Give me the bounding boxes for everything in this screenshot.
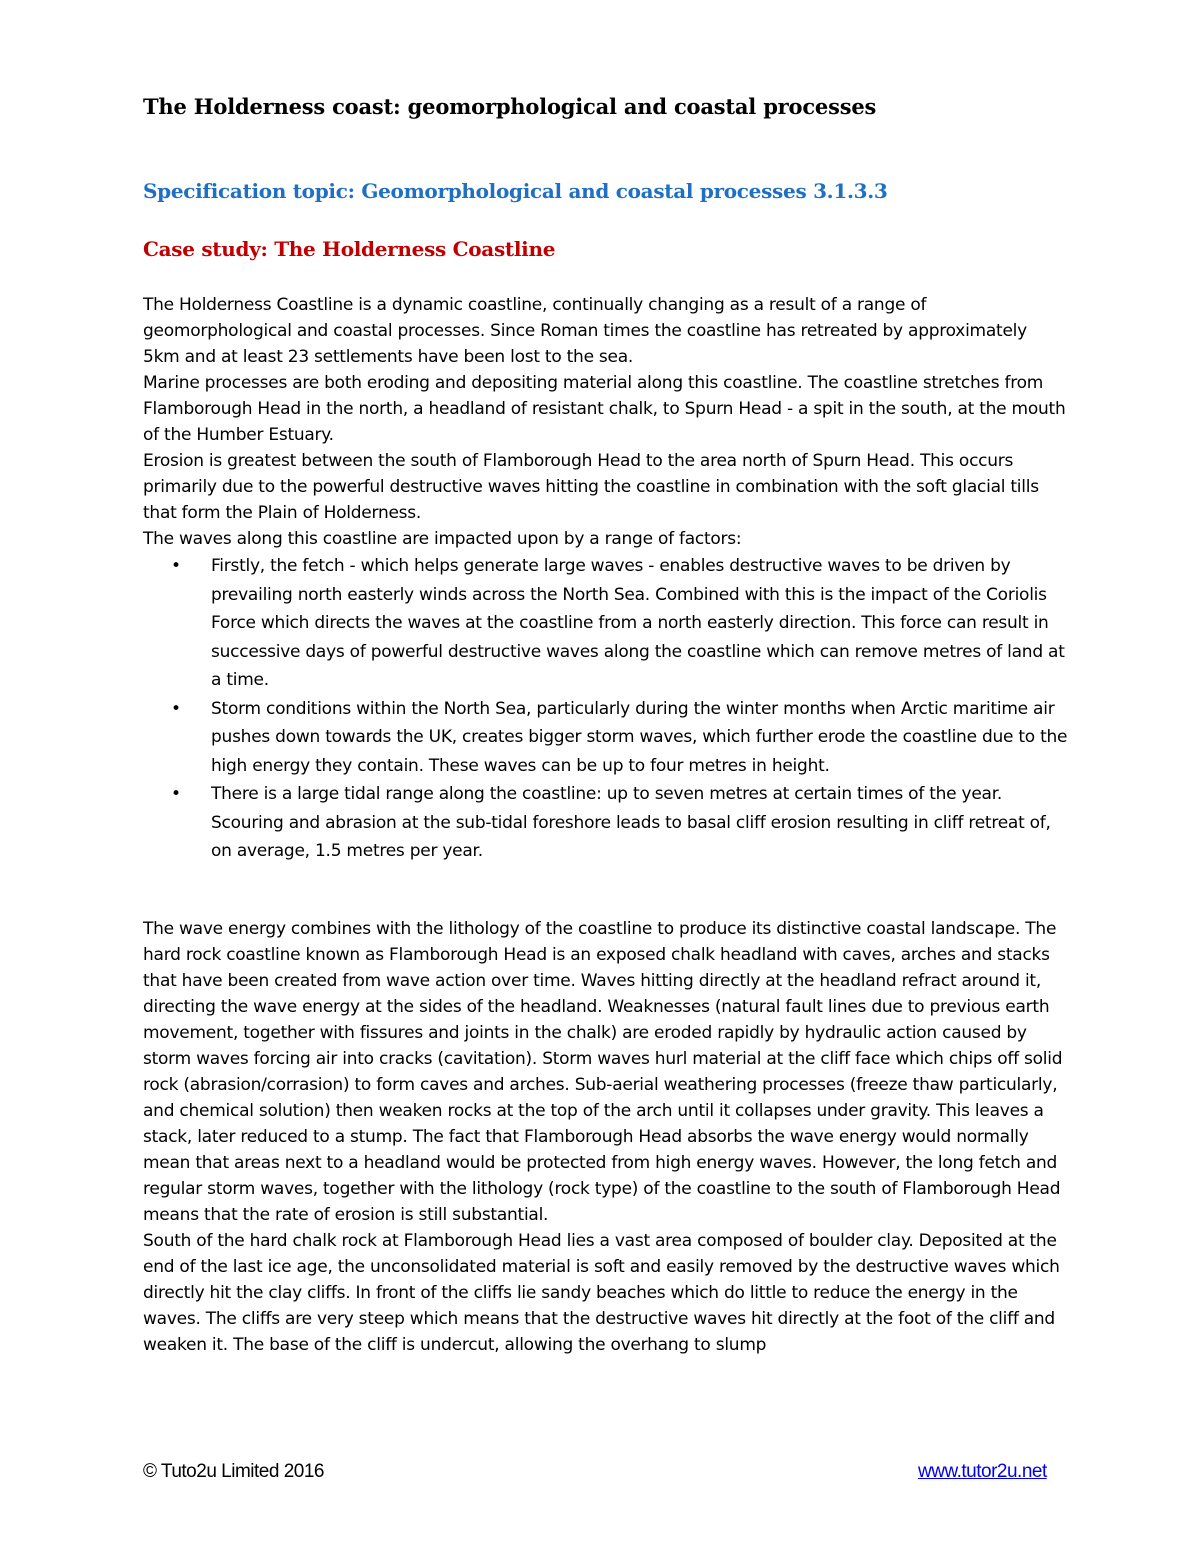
paragraph-intro: The Holderness Coastline is a dynamic coastline, continually changing as a result of a range of geomorphological and coastal processes. Since Roman times the coastline has retreated by approximately 5km and at least 23 settlements have been lost to the sea. bbox=[143, 295, 1027, 367]
bullet-icon: • bbox=[171, 698, 181, 719]
list-item bbox=[143, 780, 1068, 866]
paragraph-erosion: Erosion is greatest between the south of Flamborough Head to the area north of Spurn Head. This occurs primarily due to the powerful destructive waves hitting the coastline in combination with the soft glacial tills that form the Plain of Holderness. bbox=[143, 451, 1039, 523]
list-item-text: Storm conditions within the North Sea, particularly during the winter months when Arctic maritime air pushes down towards the UK, creates bigger storm waves, which further erode the coastline due to the high energy they contain. These waves can be up to four metres in height. bbox=[211, 698, 1068, 776]
list-item bbox=[143, 552, 1068, 695]
case-study-heading: Case study: The Holderness Coastline bbox=[143, 237, 556, 261]
list-item bbox=[143, 695, 1068, 781]
list-item-text: Firstly, the fetch - which helps generate large waves - enables destructive waves to be driven by prevailing north easterly winds across the North Sea. Combined with this is the impact of the Coriolis Force which directs the waves at the coastline from a north easterly direction. This force can result in successive days of powerful destructive waves along the coastline which can remove metres of land at a time. bbox=[211, 556, 1065, 690]
bullet-icon: • bbox=[171, 784, 181, 804]
page-title: The Holderness coast: geomorphological and coastal processes bbox=[143, 94, 877, 119]
paragraph-marine-processes: Marine processes are both eroding and depositing material along this coastline. The coastline stretches from Flamborough Head in the north, a headland of resistant chalk, to Spurn Head - a spit in the south, at the mouth of the Humber Estuary. bbox=[143, 373, 1066, 445]
spacer bbox=[143, 866, 1068, 916]
footer-website-link[interactable]: www.tutor2u.net bbox=[918, 1461, 1047, 1482]
factors-list bbox=[143, 552, 1068, 866]
specification-heading: Specification topic: Geomorphological and coastal processes 3.1.3.3 bbox=[143, 179, 888, 203]
bullet-icon: • bbox=[171, 556, 181, 576]
paragraph-wave-energy: The wave energy combines with the lithology of the coastline to produce its distinctive coastal landscape. The hard rock coastline known as Flamborough Head is an exposed chalk headland with caves, arches and stacks that have been created from wave action over time. Waves hitting directly at the headland refract around it, directing the wave energy at the sides of the headland. Weaknesses (natural fault lines due to previous earth movement, together with fissures and joints in the chalk) are eroded rapidly by hydraulic action caused by storm waves forcing air into cracks (cavitation). Storm waves hurl material at the cliff face which chips off solid rock (abrasion/corrasion) to form caves and arches. Sub-aerial weathering processes (freeze thaw particularly, and chemical solution) then weaken rocks at the top of the arch until it collapses under gravity. This leaves a stack, later reduced to a stump. The fact that Flamborough Head absorbs the wave energy would normally mean that areas next to a headland would be protected from high energy waves. However, the long fetch and regular storm waves, together with the lithology (rock type) of the coastline to the south of Flamborough Head means that the rate of erosion is still substantial. bbox=[143, 918, 1063, 1225]
body-text bbox=[143, 292, 1068, 1358]
paragraph-boulder-clay: South of the hard chalk rock at Flamborough Head lies a vast area composed of boulder clay. Deposited at the end of the last ice age, the unconsolidated material is soft and easily removed by the destructive waves which directly hit the clay cliffs. In front of the cliffs lie sandy beaches which do little to reduce the energy in the waves. The cliffs are very steep which means that the destructive waves hit directly at the foot of the cliff and weaken it. The base of the cliff is undercut, allowing the overhang to slump bbox=[143, 1230, 1060, 1355]
paragraph-wave-factors: The waves along this coastline are impacted upon by a range of factors: bbox=[143, 529, 742, 549]
list-item-text: There is a large tidal range along the coastline: up to seven metres at certain times of the year. Scouring and abrasion at the sub-tidal foreshore leads to basal cliff erosion resulting in cliff retreat of, on average, 1.5 metres per year. bbox=[211, 784, 1051, 861]
footer-copyright: © Tuto2u Limited 2016 bbox=[143, 1461, 324, 1482]
